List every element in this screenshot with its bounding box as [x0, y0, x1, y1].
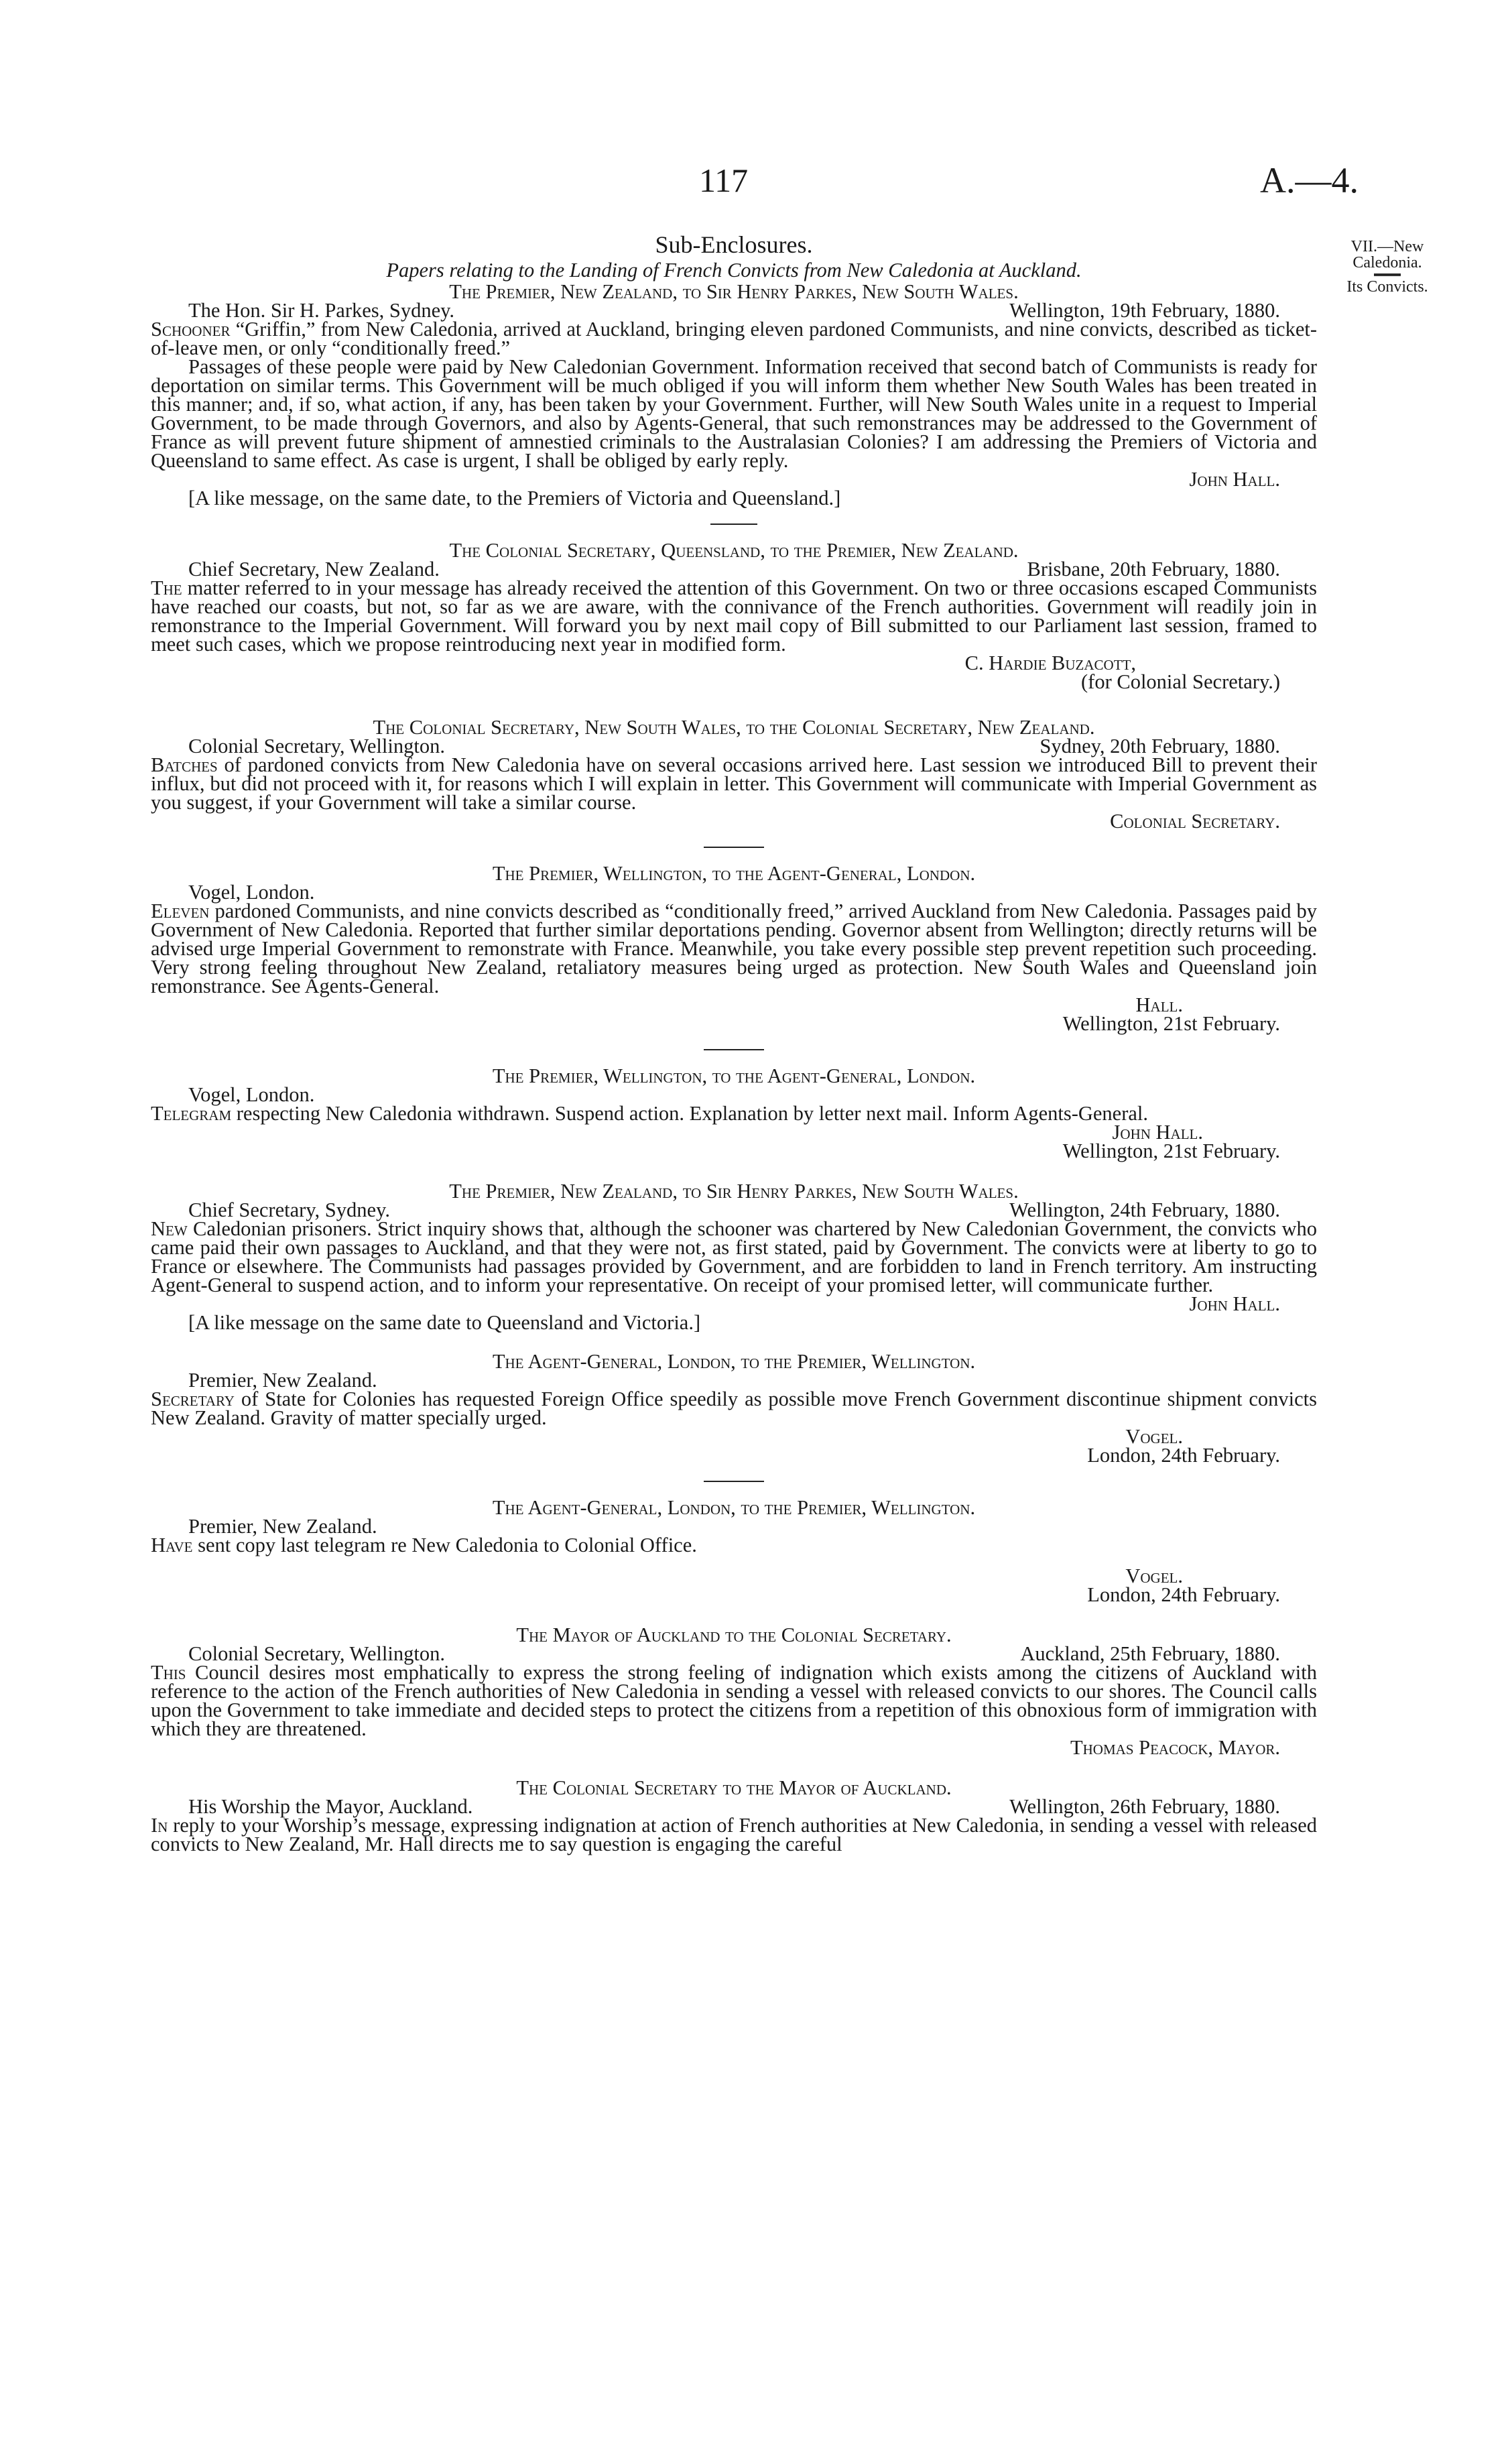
divider — [704, 1481, 764, 1482]
recipient: Colonial Secretary, Wellington. — [188, 1642, 445, 1665]
message-8 — [151, 1498, 1317, 1604]
message-2 — [151, 541, 1317, 691]
message-body: matter referred to in your message has already received the attention of this Government. On two or three occasions escaped Communists have reached our coasts, but not, so far as we are aware, with the connivance of the French authorities. Government will readily join in remonstrance to the Imperial Government. Will forward you by next mail copy of Bill submitted to our Parliament last session, framed to meet such cases, which we propose reintroducing next year in modified form. — [151, 576, 1318, 656]
message-header: The Colonial Secretary to the Mayor of Auckland. — [516, 1776, 952, 1799]
margin-note-line2: Caledonia. — [1352, 254, 1422, 271]
recipient: Premier, New Zealand. — [188, 1369, 377, 1392]
signature: Hall. — [1135, 993, 1183, 1016]
signature: John Hall. — [1189, 468, 1280, 491]
signature: John Hall. — [1189, 1292, 1280, 1315]
place-date: Wellington, 19th February, 1880. — [1009, 299, 1280, 322]
message-1 — [151, 282, 1317, 507]
message-5 — [151, 1066, 1317, 1160]
lead-word: Telegram — [151, 1102, 232, 1125]
document-subtitle: Papers relating to the Landing of French Convicts from New Caledonia at Auckland. — [386, 259, 1082, 282]
place-date: London, 24th February. — [1087, 1444, 1280, 1467]
lead-word: New — [151, 1217, 188, 1240]
margin-note — [1334, 239, 1441, 295]
message-6 — [151, 1182, 1317, 1332]
lead-word: The — [151, 576, 182, 599]
recipient: Vogel, London. — [188, 1083, 315, 1106]
signature: Colonial Secretary. — [1110, 810, 1280, 833]
message-7 — [151, 1352, 1317, 1465]
message-3 — [151, 718, 1317, 831]
recipient: Colonial Secretary, Wellington. — [188, 735, 445, 757]
place-date: Auckland, 25th February, 1880. — [1020, 1642, 1280, 1665]
message-body: sent copy last telegram re New Caledonia to Colonial Office. — [198, 1534, 697, 1556]
recipient: Chief Secretary, Sydney. — [188, 1199, 390, 1221]
document-body — [151, 231, 1317, 1853]
editorial-note: [A like message, on the same date, to the Premiers of Victoria and Queensland.] — [188, 487, 841, 509]
place-date: Brisbane, 20th February, 1880. — [1027, 558, 1280, 580]
recipient: Vogel, London. — [188, 881, 315, 904]
message-header: The Colonial Secretary, Queensland, to the Premier, New Zealand. — [449, 539, 1019, 562]
signature: Vogel. — [1125, 1425, 1183, 1448]
message-header: The Agent-General, London, to the Premier, Wellington. — [492, 1350, 976, 1373]
paper-id: A.—4. — [1260, 160, 1359, 200]
message-body: of State for Colonies has requested Foreign Office speedily as possible move French Government discontinue shipment convicts New Zealand. Gravity of matter specially urged. — [151, 1388, 1317, 1429]
signature: Vogel. — [1125, 1565, 1183, 1587]
recipient: Chief Secretary, New Zealand. — [188, 558, 440, 580]
message-9 — [151, 1625, 1317, 1757]
message-body: reply to your Worship’s message, expressing indignation at action of French authorities at New Caledonia, in sending a vessel with released convicts to New Zealand, Mr. Hall directs me to say question is engaging the careful — [151, 1814, 1318, 1855]
message-header: The Premier, New Zealand, to Sir Henry Parkes, New South Wales. — [449, 280, 1019, 303]
message-body: pardoned Communists, and nine convicts described as “conditionally freed,” arrived Auckland from New Caledonia. Passages paid by Government of New Caledonia. Reported that further similar deportations pending. Governor absent from Wellington; directly returns will be advised urge Imperial Government to remonstrate with France. Meanwhile, you take every possible step prevent repetition such proceeding. Very strong feeling throughout New Zealand, retaliatory measures being urged as protection. New South Wales and Queensland join remonstrance. See Agents-General. — [151, 900, 1317, 997]
place-date: Sydney, 20th February, 1880. — [1040, 735, 1280, 757]
lead-word: Secretary — [151, 1388, 235, 1410]
recipient: Premier, New Zealand. — [188, 1515, 377, 1538]
message-header: The Premier, Wellington, to the Agent-General, London. — [492, 862, 976, 885]
editorial-note: [A like message on the same date to Queensland and Victoria.] — [188, 1311, 701, 1334]
divider — [710, 524, 757, 525]
message-body: Council desires most emphatically to express the strong feeling of indignation which exists among the citizens of Auckland with reference to the action of the French authorities of New Caledonia in sending a vessel with released convicts to our shores. The Council calls upon the Government to take immediate and decided steps to protect the citizens from a repetition of this obnoxious form of immigration with which they are threatened. — [151, 1661, 1318, 1740]
message-10 — [151, 1778, 1317, 1853]
divider — [704, 1049, 764, 1050]
lead-word: This — [151, 1661, 186, 1684]
signature-title: (for Colonial Secretary.) — [1081, 670, 1280, 693]
message-body: “Griffin,” from New Caledonia, arrived at Auckland, bringing eleven pardoned Communists, and nine convicts, described as ticket-of-leave men, or only “conditionally freed.” — [151, 318, 1318, 359]
recipient: His Worship the Mayor, Auckland. — [188, 1795, 473, 1818]
lead-word: Eleven — [151, 900, 210, 922]
margin-note-line1: VII.—New — [1350, 238, 1424, 255]
signature: C. Hardie Buzacott, — [964, 652, 1136, 674]
message-header: The Premier, New Zealand, to Sir Henry Parkes, New South Wales. — [449, 1180, 1019, 1203]
place-date: Wellington, 26th February, 1880. — [1009, 1795, 1280, 1818]
lead-word: Have — [151, 1534, 193, 1556]
lead-word: Schooner — [151, 318, 231, 341]
lead-word: In — [151, 1814, 168, 1837]
message-header: The Mayor of Auckland to the Colonial Secretary. — [516, 1623, 952, 1646]
signature: Thomas Peacock, Mayor. — [1070, 1736, 1280, 1759]
place-date: Wellington, 21st February. — [1062, 1140, 1280, 1162]
divider — [704, 847, 764, 848]
message-header: The Agent-General, London, to the Premier, Wellington. — [492, 1496, 976, 1519]
margin-note-line3: Its Convicts. — [1346, 278, 1428, 296]
document-title: Sub-Enclosures. — [655, 231, 813, 258]
recipient: The Hon. Sir H. Parkes, Sydney. — [188, 299, 455, 322]
message-header: The Premier, Wellington, to the Agent-General, London. — [492, 1064, 976, 1087]
message-4 — [151, 864, 1317, 1033]
message-body-2: Passages of these people were paid by New Caledonian Government. Information received that second batch of Communists is ready for deportation on similar terms. This Government will be much obliged if you will inform them whether New South Wales has been treated in this manner; and, if so, what action, if any, has been taken by your Government. Further, will New South Wales unite in a request to Imperial Government, to be made through Governors, and also by Agents-General, that such remonstrances may be addressed to the Government of France as will prevent future shipment of amnestied criminals to the Australasian Colonies? I am addressing the Premiers of Victoria and Queensland to same effect. As case is urgent, I shall be obliged by early reply. — [151, 355, 1317, 472]
message-body: Caledonian prisoners. Strict inquiry shows that, although the schooner was chartered by New Caledonian Government, the convicts who came paid their own passages to Auckland, and that they were not, as first stated, paid by Government. The convicts were at liberty to go to France or elsewhere. The Communists had passages provided by Government, and are forbidden to land in French territory. Am instructing Agent-General to suspend action, and to inform your representative. On receipt of your promised letter, will communicate further. — [151, 1217, 1318, 1296]
lead-word: Batches — [151, 753, 218, 776]
message-body: of pardoned convicts from New Caledonia have on several occasions arrived here. Last session we introduced Bill to prevent their influx, but did not proceed with it, for reasons which I will explain in letter. This Government will communicate with Imperial Government as you suggest, if your Government will take a similar course. — [151, 753, 1318, 814]
place-date: Wellington, 24th February, 1880. — [1009, 1199, 1280, 1221]
page-number: 117 — [699, 162, 749, 199]
message-body: respecting New Caledonia withdrawn. Suspend action. Explanation by letter next mail. Inform Agents-General. — [236, 1102, 1149, 1125]
margin-note-rule — [1374, 273, 1401, 276]
signature: John Hall. — [1112, 1121, 1203, 1144]
place-date: London, 24th February. — [1087, 1583, 1280, 1606]
message-header: The Colonial Secretary, New South Wales, to the Colonial Secretary, New Zealand. — [373, 716, 1095, 739]
place-date: Wellington, 21st February. — [1062, 1012, 1280, 1035]
